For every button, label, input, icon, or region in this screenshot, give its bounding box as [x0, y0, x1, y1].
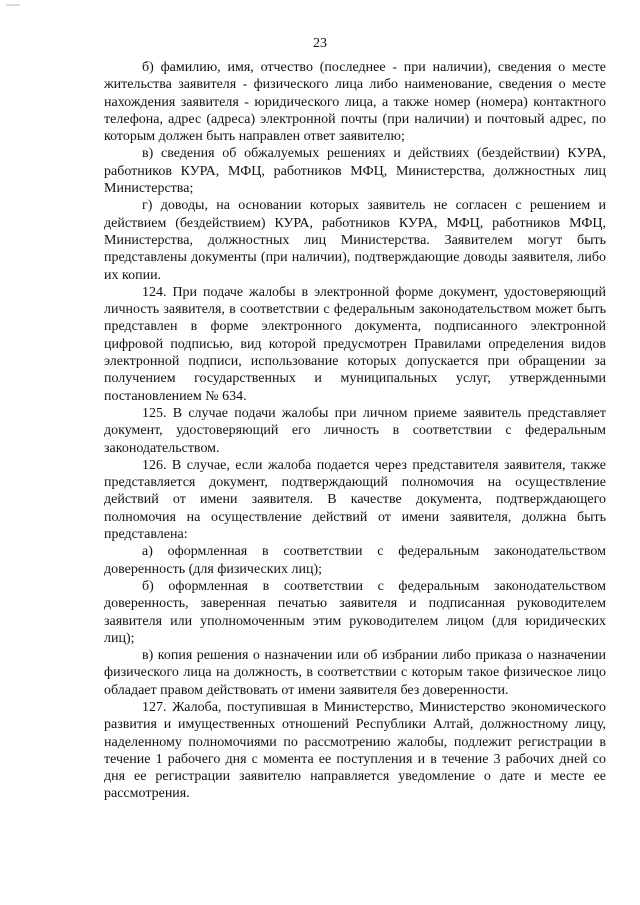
paragraph-126-representative: 126. В случае, если жалоба подается через представителя заявителя, также представляется документ, подтверждающий полномочия на осуществление действий от имени заявителя. В качестве документа, подтверждающего полномочия на осуществление действий от имени заявителя, должна быть представлена:	[104, 457, 606, 543]
page-number: 23	[313, 36, 327, 51]
paragraph-127-registration: 127. Жалоба, поступившая в Министерство, Министерство экономического развития и имущественных отношений Республики Алтай, должностному лицу, наделенному полномочиями по рассмотрению жалобы, подлежит регистрации в течение 1 рабочего дня с момента ее поступления и в течение 3 рабочих дней со дня ее регистрации заявителю направляется уведомление о дате и месте ее рассмотрения.	[104, 699, 606, 802]
paragraph-125-personal-reception: 125. В случае подачи жалобы при личном приеме заявитель представляет документ, удостоверяющий его личность в соответствии с федеральным законодательством.	[104, 405, 606, 456]
paragraph-v-appointment-decision: в) копия решения о назначении или об избрании либо приказа о назначении физического лица на должность, в соответствии с которым такое физическое лицо обладает правом действовать от имени заявителя без доверенности.	[104, 648, 606, 698]
paragraph-b-applicant-details: б) фамилию, имя, отчество (последнее - при наличии), сведения о месте жительства заявителя - физического лица либо наименование, сведения о месте нахождения заявителя - юридического лица, а также номер (номера) контактного телефона, адрес (адреса) электронной почты (при наличии) и почтовый адрес, по которым должен быть направлен ответ заявителю;	[104, 60, 606, 145]
paragraph-b-power-of-attorney-legal-entities: б) оформленная в соответствии с федеральным законодательством доверенность, заверенная печатью заявителя и подписанная руководителем заявителя или уполномоченным этим руководителем лицом (для юридических лиц);	[104, 578, 606, 646]
scan-mark	[6, 4, 20, 6]
paragraph-124-electronic-complaint: 124. При подаче жалобы в электронной форме документ, удостоверяющий личность заявителя, в соответствии с федеральным законодательством может быть представлен в форме электронного документа, подписанного электронной цифровой подписью, вид которой предусмотрен Правилами определения видов электронной подписи, использование которых допускается при обращении за получением государственных и муниципальных услуг, утвержденными постановлением № 634.	[104, 284, 606, 404]
paragraph-g-arguments: г) доводы, на основании которых заявитель не согласен с решением и действием (бездействием) КУРА, работников КУРА, МФЦ, работников МФЦ, Министерства, должностных лиц Министерства. Заявителем могут быть представлены документы (при наличии), подтверждающие доводы заявителя, либо их копии.	[104, 198, 606, 283]
paragraph-v-appealed-actions: в) сведения об обжалуемых решениях и действиях (бездействии) КУРА, работников КУРА, МФЦ, работников МФЦ, Министерства, должностных лиц Министерства;	[104, 146, 606, 197]
paragraph-a-power-of-attorney-individuals: а) оформленная в соответствии с федеральным законодательством доверенность (для физических лиц);	[104, 544, 606, 577]
document-body	[104, 59, 606, 803]
